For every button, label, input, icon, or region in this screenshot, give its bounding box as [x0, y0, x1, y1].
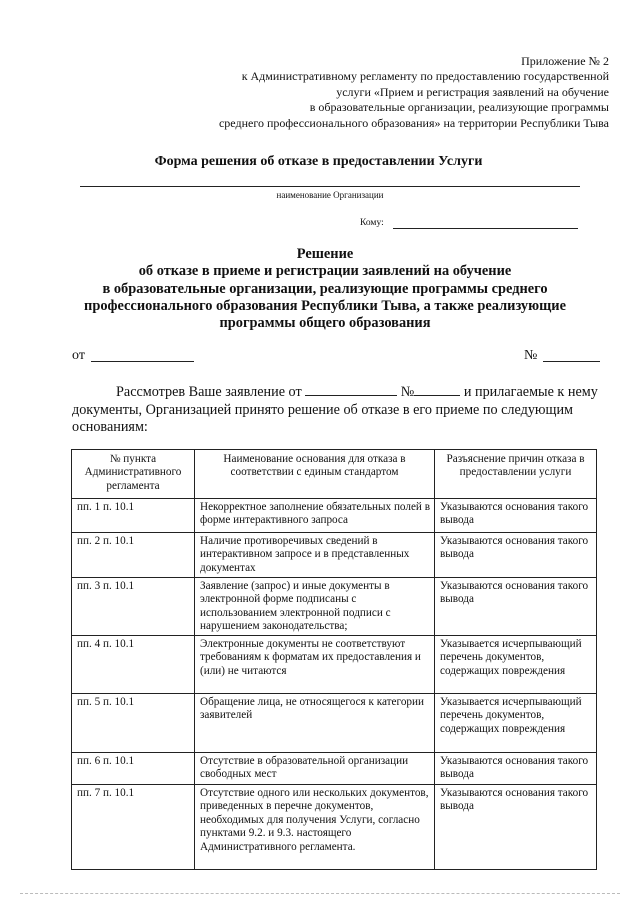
table-row	[72, 694, 597, 753]
table-cell: пп. 2 п. 10.1	[72, 533, 195, 578]
table-cell: пп. 3 п. 10.1	[72, 578, 195, 636]
date-line	[91, 361, 194, 362]
table-cell: Указываются основания такого вывода	[435, 578, 597, 636]
column-header: № пункта Административного регламента	[72, 450, 195, 499]
annex-line: среднего профессионального образования» на территории Республики Тыва	[218, 115, 609, 130]
table-cell: Отсутствие одного или нескольких документов, приведенных в перечне документов, необходимых для получения Услуги, согласно пунктами 9.2. и 9.3. настоящего Административного регламента.	[195, 785, 435, 870]
table-cell: Электронные документы не соответствуют требованиям к форматам их предоставления и (или) не читаются	[195, 636, 435, 694]
organization-name-line	[80, 186, 580, 187]
table-cell: Отсутствие в образовательной организации свободных мест	[195, 753, 435, 785]
form-title: Форма решения об отказе в предоставлении Услуги	[154, 154, 483, 169]
application-date-line	[305, 383, 397, 396]
table-row	[72, 753, 597, 785]
column-header: Наименование основания для отказа в соответствии с единым стандартом	[195, 450, 435, 499]
annex-line: Приложение № 2	[521, 54, 609, 68]
number-label: №	[524, 348, 538, 363]
recipient-line	[393, 228, 578, 229]
table-cell: пп. 1 п. 10.1	[72, 499, 195, 533]
intro-number-label: №	[400, 384, 415, 400]
application-number-line	[414, 383, 460, 396]
intro-text: основаниям:	[72, 419, 148, 435]
table-cell: пп. 4 п. 10.1	[72, 636, 195, 694]
page-footer-rule	[20, 893, 620, 894]
table-cell: Указываются основания такого вывода	[435, 499, 597, 533]
table-header-row	[72, 450, 597, 499]
decision-heading-line: Решение	[296, 246, 354, 262]
table-cell: пп. 5 п. 10.1	[72, 694, 195, 753]
refusal-grounds-table	[71, 449, 597, 870]
annex-line: в образовательные организации, реализующие программы	[309, 100, 609, 115]
table-row	[72, 636, 597, 694]
annex-line: услуги «Прием и регистрация заявлений на обучение	[336, 84, 609, 99]
annex-line: к Административному регламенту по предоставлению государственной	[241, 69, 609, 84]
intro-text: Рассмотрев Ваше заявление от	[116, 384, 302, 400]
decision-heading-line: профессионального образования Республики Тыва, а также реализующие	[84, 297, 566, 314]
recipient-label: Кому:	[360, 218, 384, 228]
table-cell: пп. 7 п. 10.1	[72, 785, 195, 870]
table-cell: Указываются основания такого вывода	[435, 753, 597, 785]
date-label: от	[72, 348, 85, 363]
organization-caption: наименование Организации	[276, 190, 384, 200]
annex-header	[139, 54, 609, 131]
decision-heading-line: об отказе в приеме и регистрации заявлений на обучение	[138, 263, 512, 280]
table-cell: Заявление (запрос) и иные документы в электронной форме подписаны с использованием электронной подписи с нарушением законодательства;	[195, 578, 435, 636]
table-cell: Указываются основания такого вывода	[435, 785, 597, 870]
table-cell: Некорректное заполнение обязательных полей в форме интерактивного запроса	[195, 499, 435, 533]
table-cell: Указывается исчерпывающий перечень документов, содержащих повреждения	[435, 636, 597, 694]
intro-text: и прилагаемые к нему	[463, 384, 598, 400]
number-line	[543, 361, 600, 362]
table-cell: Обращение лица, не относящегося к категории заявителей	[195, 694, 435, 753]
table-row	[72, 578, 597, 636]
intro-paragraph	[72, 383, 612, 437]
decision-heading-line: в образовательные организации, реализующие программы среднего	[102, 280, 548, 297]
table-row	[72, 499, 597, 533]
table-cell: пп. 6 п. 10.1	[72, 753, 195, 785]
table-row	[72, 785, 597, 870]
decision-heading-line: программы общего образования	[219, 315, 431, 332]
intro-text: документы, Организацией принято решение об отказе в его приеме по следующим	[72, 401, 574, 418]
table-cell: Указываются основания такого вывода	[435, 533, 597, 578]
table-cell: Наличие противоречивых сведений в интерактивном запросе и в представленных документах	[195, 533, 435, 578]
table-row	[72, 533, 597, 578]
decision-heading	[60, 246, 590, 332]
column-header: Разъяснение причин отказа в предоставлении услуги	[435, 450, 597, 499]
table-cell: Указывается исчерпывающий перечень документов, содержащих повреждения	[435, 694, 597, 753]
